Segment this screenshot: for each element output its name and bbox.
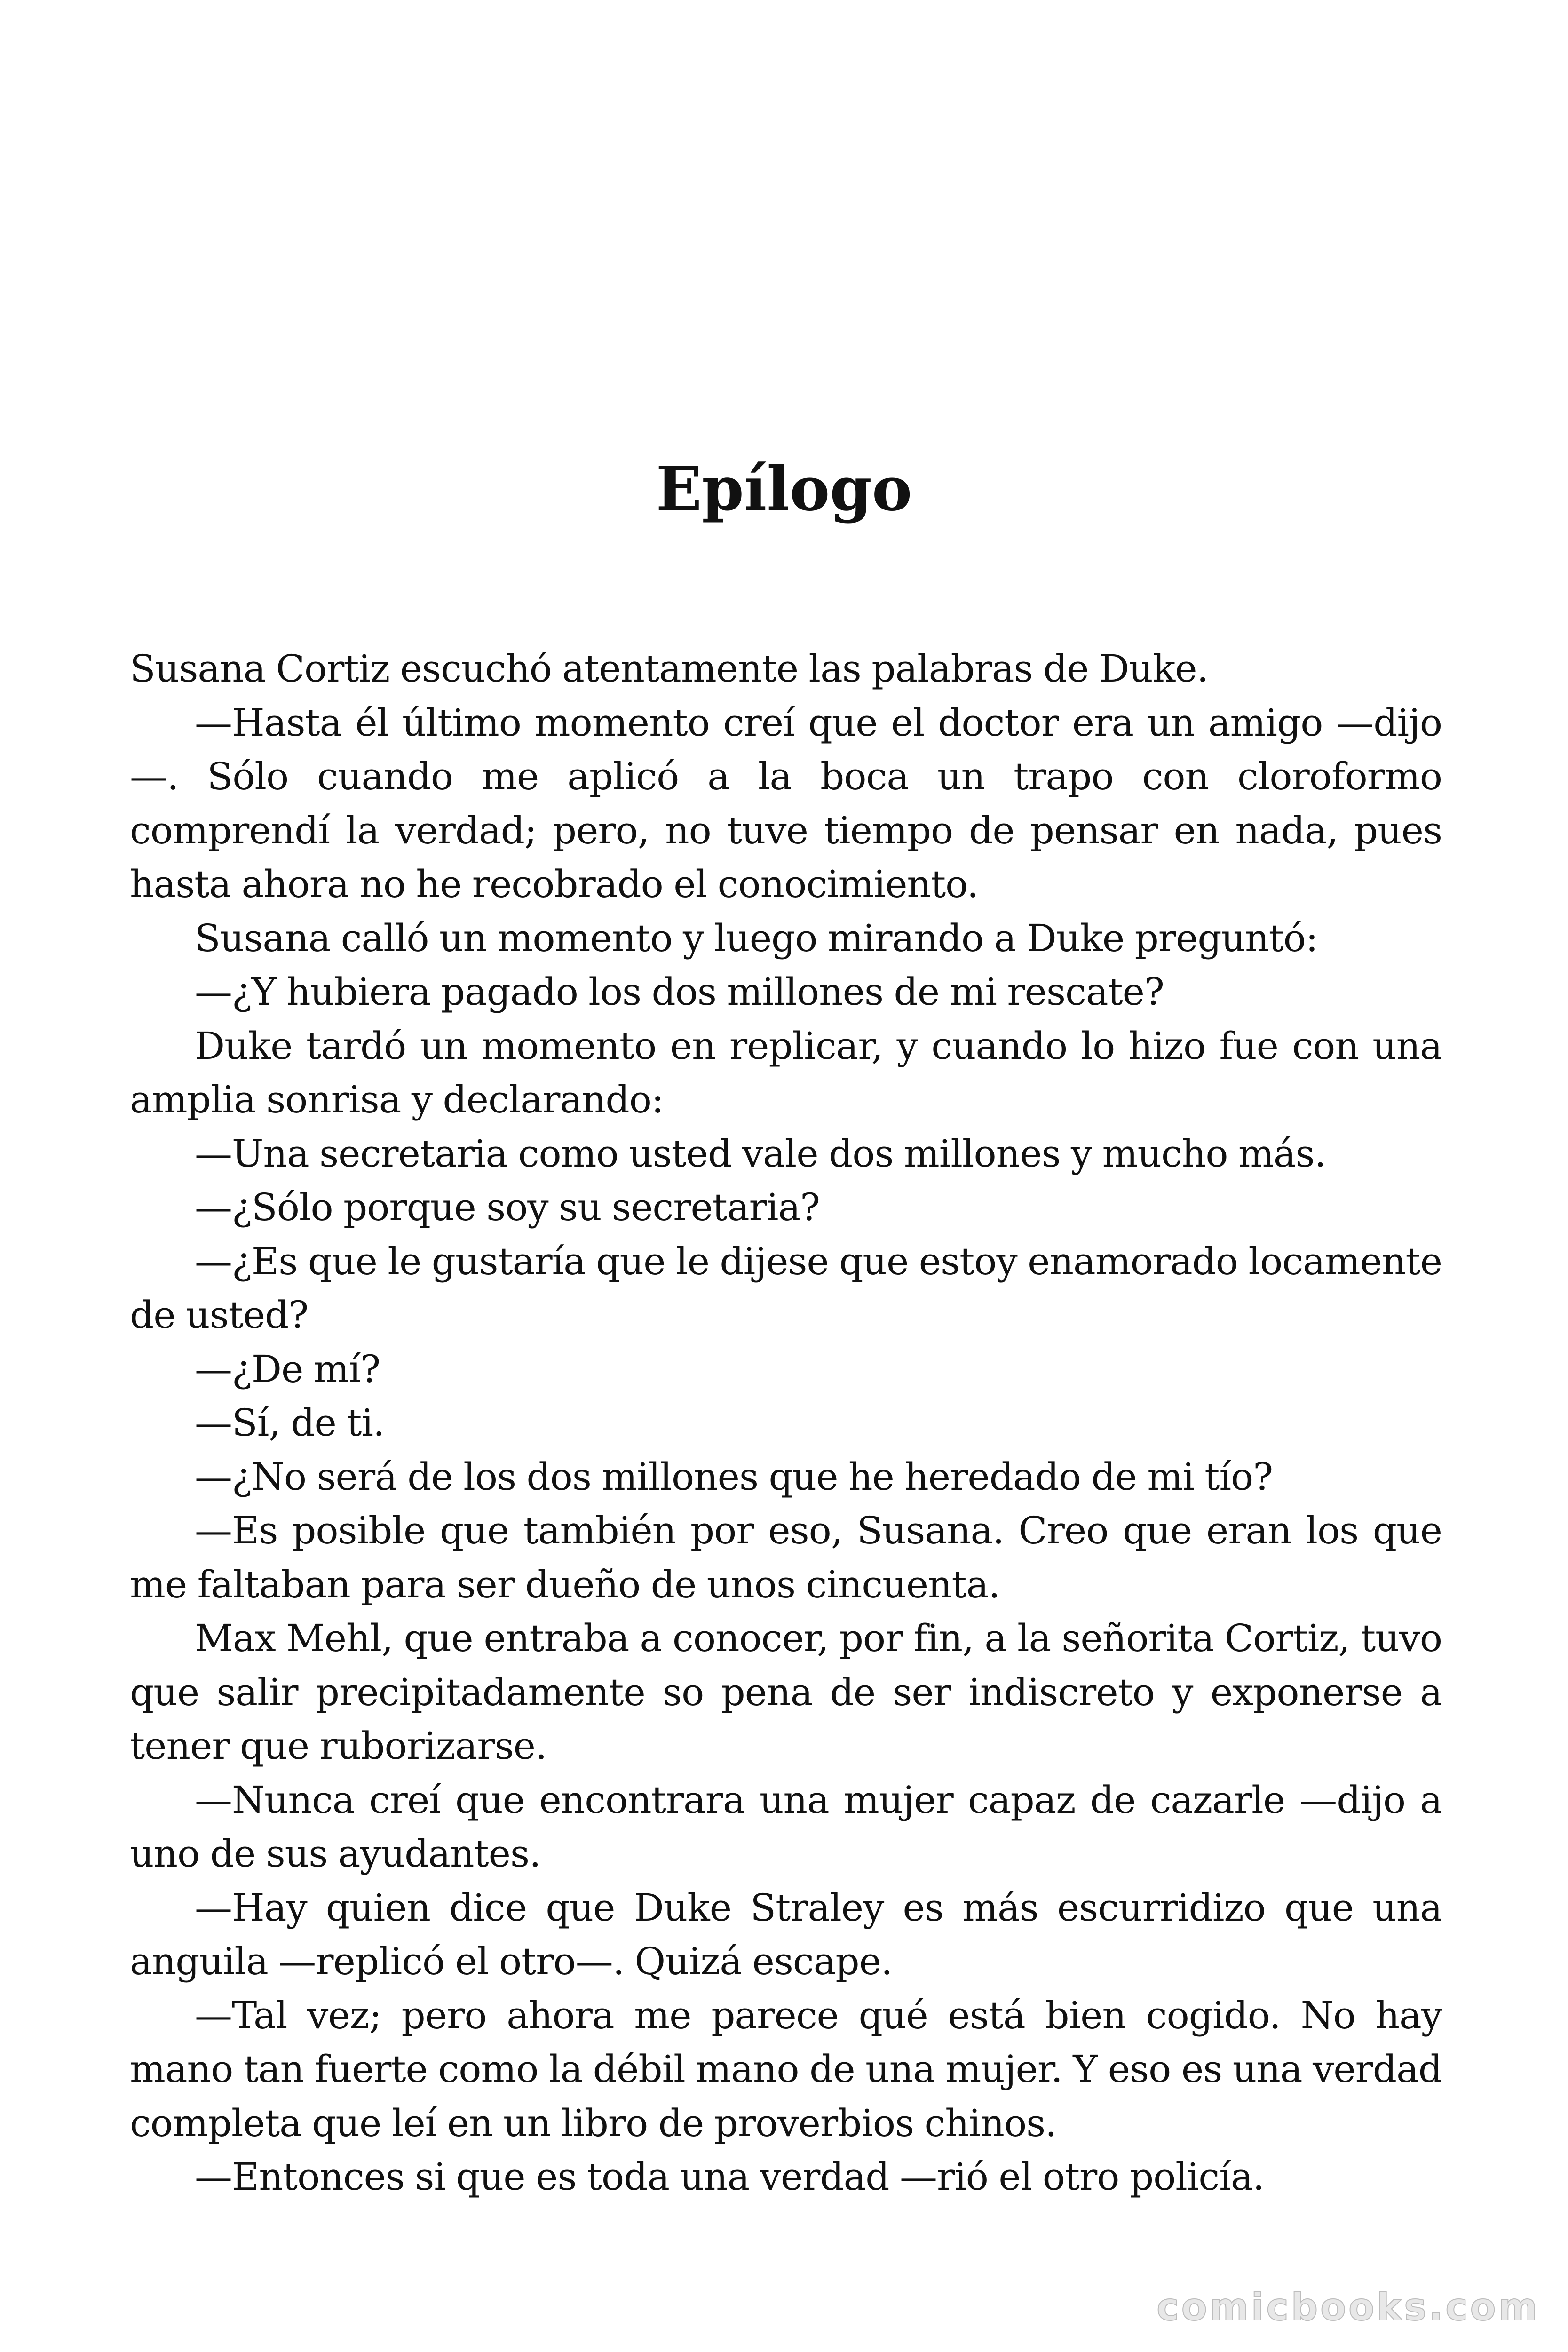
paragraph: —Entonces si que es toda una verdad —rió el otro policía. (195, 2155, 1264, 2199)
watermark: comicbooks.com (1156, 2285, 1540, 2329)
paragraph: —Hay quien dice que Duke Straley es más escurridizo que una anguila —replicó el otro—. Quizá escape. (130, 1885, 1442, 1983)
paragraph: —¿De mí? (195, 1347, 380, 1391)
paragraph: —¿Sólo porque soy su secretaria? (195, 1185, 820, 1229)
paragraph: —Una secretaria como usted vale dos millones y mucho más. (195, 1131, 1326, 1176)
paragraph: —¿Y hubiera pagado los dos millones de mi rescate? (195, 970, 1164, 1014)
paragraph: Duke tardó un momento en replicar, y cuando lo hizo fue con una amplia sonrisa y declarando: (130, 1024, 1442, 1121)
chapter-body (130, 642, 1442, 2204)
paragraph: Max Mehl, que entraba a conocer, por fin, a la señorita Cortiz, tuvo que salir precipitadamente so pena de ser indiscreto y exponerse a tener que ruborizarse. (130, 1616, 1442, 1768)
paragraph: —Tal vez; pero ahora me parece qué está bien cogido. No hay mano tan fuerte como la débil mano de una mujer. Y eso es una verdad completa que leí en un libro de proverbios chinos. (130, 1993, 1442, 2145)
chapter-title: Epílogo (656, 454, 912, 524)
paragraph: —¿No será de los dos millones que he heredado de mi tío? (195, 1454, 1273, 1499)
paragraph: —¿Es que le gustaría que le dijese que estoy enamorado locamente de usted? (130, 1239, 1442, 1337)
paragraph: —Es posible que también por eso, Susana. Creo que eran los que me faltaban para ser dueño de unos cincuenta. (130, 1509, 1442, 1606)
paragraph: Susana Cortiz escuchó atentamente las palabras de Duke. (130, 647, 1208, 691)
paragraph: —Sí, de ti. (195, 1401, 385, 1445)
paragraph: Susana calló un momento y luego mirando a Duke preguntó: (195, 916, 1318, 960)
paragraph: —Hasta él último momento creí que el doctor era un amigo —dijo—. Sólo cuando me aplicó a la boca un trapo con cloroformo comprendí la verdad; pero, no tuve tiempo de pensar en nada, pues hasta ahora no he recobrado el conocimiento. (130, 700, 1442, 906)
paragraph: —Nunca creí que encontrara una mujer capaz de cazarle —dijo a uno de sus ayudantes. (130, 1778, 1442, 1875)
